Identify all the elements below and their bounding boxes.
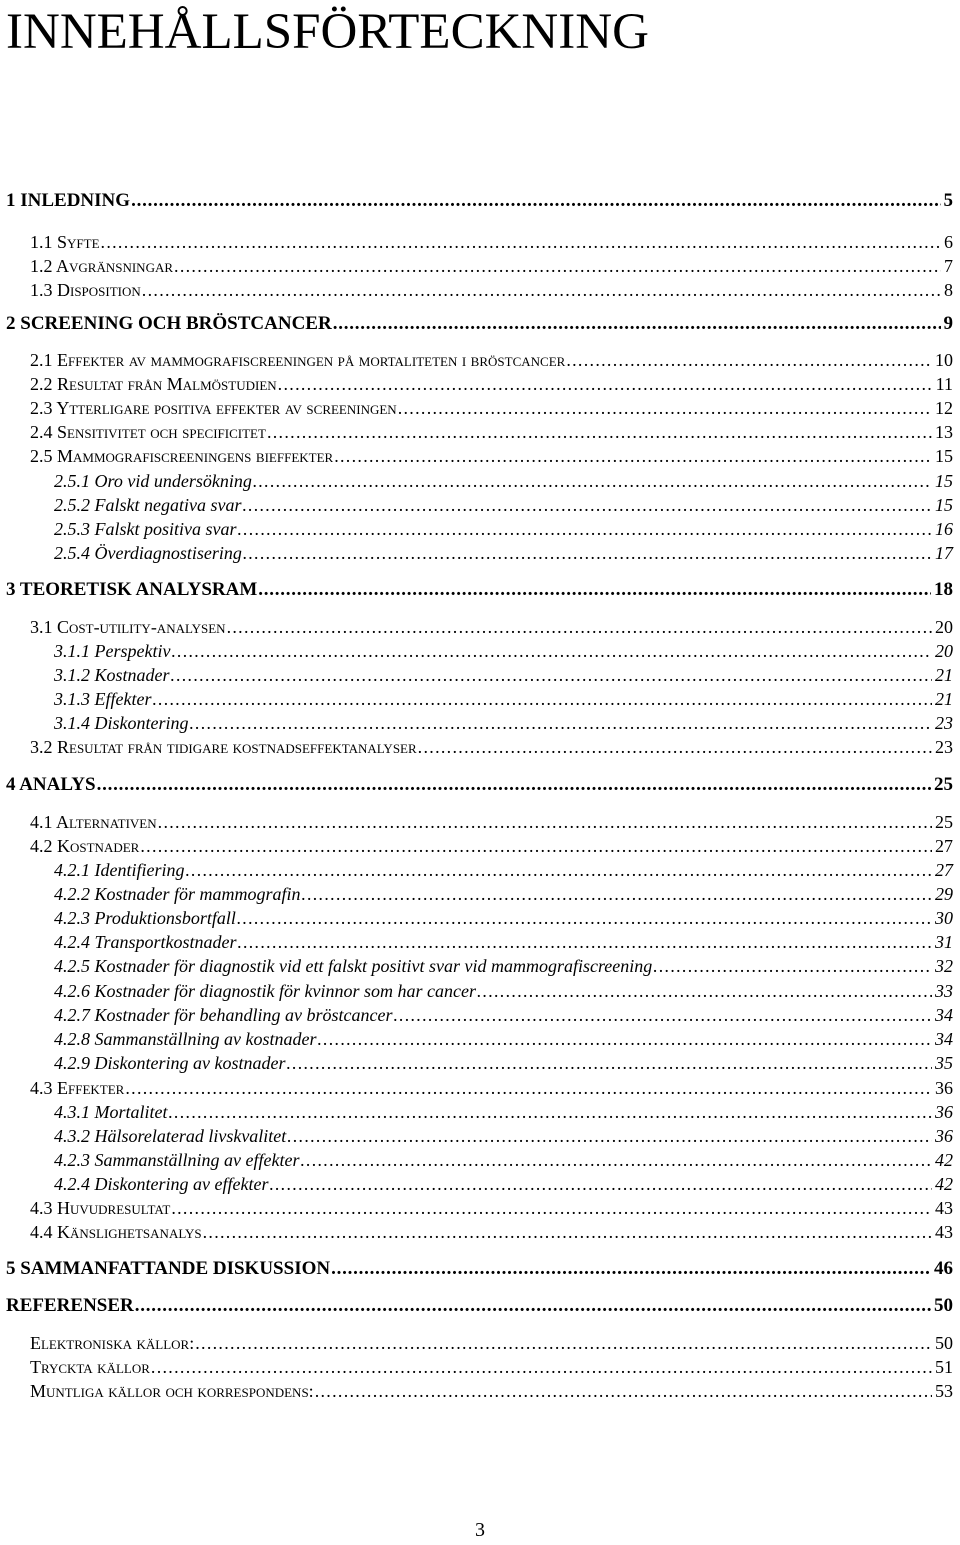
toc-entry-label: 4.2.7 Kostnader för behandling av bröstcancer xyxy=(54,1005,393,1025)
toc-entry-page: 15 xyxy=(935,495,953,515)
toc-entry[interactable] xyxy=(30,278,953,302)
toc-dot-leader xyxy=(300,1148,932,1172)
toc-dot-leader xyxy=(174,254,941,278)
toc-dot-leader xyxy=(131,189,940,213)
toc-entry[interactable] xyxy=(6,578,953,602)
toc-dot-leader xyxy=(238,930,932,954)
toc-entry[interactable] xyxy=(6,1294,953,1318)
toc-entry[interactable] xyxy=(54,1027,953,1051)
toc-entry-page: 51 xyxy=(935,1357,953,1377)
toc-entry-page: 15 xyxy=(935,471,953,491)
toc-entry-page: 8 xyxy=(944,280,953,300)
toc-entry-page: 10 xyxy=(935,350,953,370)
toc-entry-page: 34 xyxy=(935,1005,953,1025)
toc-entry[interactable] xyxy=(30,615,953,639)
toc-dot-leader xyxy=(142,278,941,302)
toc-dot-leader xyxy=(135,1294,931,1318)
toc-entry-label: 4.2.4 Transportkostnader xyxy=(54,932,237,952)
toc-entry[interactable] xyxy=(54,541,953,565)
toc-dot-leader xyxy=(169,1100,933,1124)
toc-dot-leader xyxy=(171,1196,932,1220)
toc-entry-page: 20 xyxy=(935,617,953,637)
toc-entry[interactable] xyxy=(30,444,953,468)
toc-entry-page: 21 xyxy=(935,665,953,685)
toc-entry[interactable] xyxy=(54,639,953,663)
toc-dot-leader xyxy=(151,1355,932,1379)
toc-entry[interactable] xyxy=(30,1355,953,1379)
toc-dot-leader xyxy=(477,979,932,1003)
toc-entry-page: 33 xyxy=(935,981,953,1001)
toc-entry[interactable] xyxy=(54,1100,953,1124)
toc-entry-page: 29 xyxy=(935,884,953,904)
toc-dot-leader xyxy=(653,954,932,978)
toc-entry[interactable] xyxy=(6,773,953,797)
toc-entry-page: 23 xyxy=(935,737,953,757)
toc-dot-leader xyxy=(393,1003,932,1027)
toc-entry-label: 3 TEORETISK ANALYSRAM xyxy=(6,579,258,600)
toc-dot-leader xyxy=(318,1027,933,1051)
toc-entry-label: 4.1 Alternativen xyxy=(30,812,157,832)
toc-entry-page: 36 xyxy=(935,1078,953,1098)
toc-entry-page: 7 xyxy=(944,256,953,276)
toc-entry[interactable] xyxy=(54,1172,953,1196)
toc-entry-page: 42 xyxy=(935,1174,953,1194)
toc-entry[interactable] xyxy=(30,396,953,420)
toc-entry-page: 43 xyxy=(935,1222,953,1242)
toc-dot-leader xyxy=(158,810,932,834)
toc-entry[interactable] xyxy=(54,517,953,541)
toc-dot-leader xyxy=(334,444,932,468)
toc-entry-page: 25 xyxy=(934,774,953,795)
toc-entry-label: 4.3.1 Mortalitet xyxy=(54,1102,168,1122)
toc-entry-label: 2.4 Sensitivitet och specificitet xyxy=(30,422,266,442)
toc-entry-label: 2.5 Mammografiscreeningens bieffekter xyxy=(30,446,334,466)
toc-entry[interactable] xyxy=(54,1003,953,1027)
toc-entry[interactable] xyxy=(54,930,953,954)
toc-entry-page: 25 xyxy=(935,812,953,832)
toc-dot-leader xyxy=(253,469,932,493)
toc-entry-label: 4.4 Känslighetsanalys xyxy=(30,1222,202,1242)
toc-entry-page: 5 xyxy=(943,190,953,211)
page-title: INNEHÅLLSFÖRTECKNING xyxy=(6,4,649,60)
toc-entry-page: 30 xyxy=(935,908,953,928)
toc-entry[interactable] xyxy=(30,254,953,278)
toc-entry-label: 4.2.3 Produktionsbortfall xyxy=(54,908,236,928)
toc-dot-leader xyxy=(258,578,931,602)
toc-entry[interactable] xyxy=(54,906,953,930)
toc-entry-page: 43 xyxy=(935,1198,953,1218)
toc-dot-leader xyxy=(333,312,941,336)
toc-dot-leader xyxy=(267,420,932,444)
toc-entry-label: 3.1 Cost-utility-analysen xyxy=(30,617,226,637)
toc-entry[interactable] xyxy=(30,372,953,396)
toc-entry-page: 53 xyxy=(935,1381,953,1401)
toc-entry-page: 50 xyxy=(935,1333,953,1353)
toc-entry-label: 3.1.3 Effekter xyxy=(54,689,152,709)
toc-dot-leader xyxy=(418,735,932,759)
toc-entry[interactable] xyxy=(54,1124,953,1148)
toc-entry[interactable] xyxy=(30,834,953,858)
toc-entry-label: 1.3 Disposition xyxy=(30,280,141,300)
toc-entry-page: 34 xyxy=(935,1029,953,1049)
toc-dot-leader xyxy=(566,348,932,372)
toc-dot-leader xyxy=(398,396,932,420)
toc-entry[interactable] xyxy=(30,735,953,759)
toc-entry[interactable] xyxy=(54,954,953,978)
toc-entry-page: 27 xyxy=(935,860,953,880)
toc-entry-label: 1.1 Syfte xyxy=(30,232,100,252)
toc-entry-page: 21 xyxy=(935,689,953,709)
toc-entry-page: 35 xyxy=(935,1053,953,1073)
toc-entry-label: Elektroniska källor: xyxy=(30,1333,195,1353)
toc-entry[interactable] xyxy=(30,810,953,834)
toc-entry-label: 2.2 Resultat från Malmöstudien xyxy=(30,374,277,394)
toc-dot-leader xyxy=(315,1379,932,1403)
toc-dot-leader xyxy=(227,615,932,639)
toc-entry[interactable] xyxy=(6,189,953,213)
toc-entry[interactable] xyxy=(54,1148,953,1172)
toc-dot-leader xyxy=(101,230,941,254)
toc-entry-label: 4.2 Kostnader xyxy=(30,836,140,856)
toc-entry-label: 4.2.6 Kostnader för diagnostik för kvinnor som har cancer xyxy=(54,981,476,1001)
toc-entry-label: 2.5.1 Oro vid undersökning xyxy=(54,471,252,491)
toc-dot-leader xyxy=(171,639,932,663)
toc-dot-leader xyxy=(287,1124,932,1148)
toc-entry[interactable] xyxy=(54,711,953,735)
toc-entry-label: 2.5.4 Överdiagnostisering xyxy=(54,543,242,563)
toc-entry-label: 4.2.4 Diskontering av effekter xyxy=(54,1174,269,1194)
toc-dot-leader xyxy=(269,1172,932,1196)
toc-entry-page: 16 xyxy=(935,519,953,539)
toc-entry-label: 4 ANALYS xyxy=(6,774,96,795)
toc-entry-label: 4.2.8 Sammanställning av kostnader xyxy=(54,1029,317,1049)
toc-entry[interactable] xyxy=(54,687,953,711)
toc-entry[interactable] xyxy=(6,312,953,336)
toc-dot-leader xyxy=(237,906,932,930)
toc-entry[interactable] xyxy=(54,882,953,906)
toc-entry-label: 3.1.1 Perspektiv xyxy=(54,641,171,661)
toc-entry-label: 3.1.2 Kostnader xyxy=(54,665,170,685)
toc-dot-leader xyxy=(171,663,932,687)
toc-entry[interactable] xyxy=(54,663,953,687)
toc-entry-page: 18 xyxy=(934,579,953,600)
toc-entry-label: 4.3.2 Hälsorelaterad livskvalitet xyxy=(54,1126,287,1146)
toc-entry-page: 27 xyxy=(935,836,953,856)
toc-entry[interactable] xyxy=(30,1220,953,1244)
toc-entry[interactable] xyxy=(6,1257,953,1281)
toc-entry-label: 4.2.9 Diskontering av kostnader xyxy=(54,1053,286,1073)
toc-entry[interactable] xyxy=(54,493,953,517)
toc-entry-page: 6 xyxy=(944,232,953,252)
toc-dot-leader xyxy=(238,517,933,541)
toc-entry[interactable] xyxy=(54,979,953,1003)
toc-entry-page: 36 xyxy=(935,1126,953,1146)
toc-entry-page: 13 xyxy=(935,422,953,442)
toc-entry-label: 3.1.4 Diskontering xyxy=(54,713,189,733)
toc-dot-leader xyxy=(242,493,932,517)
toc-entry-page: 20 xyxy=(935,641,953,661)
toc-entry-label: 4.3 Huvudresultat xyxy=(30,1198,171,1218)
toc-entry-label: 2.1 Effekter av mammografiscreeningen på mortaliteten i bröstcancer xyxy=(30,350,566,370)
toc-dot-leader xyxy=(286,1051,932,1075)
toc-entry-page: 12 xyxy=(935,398,953,418)
toc-entry[interactable] xyxy=(30,230,953,254)
toc-dot-leader xyxy=(203,1220,932,1244)
toc-entry-label: 2.3 Ytterligare positiva effekter av screeningen xyxy=(30,398,397,418)
toc-entry-page: 36 xyxy=(935,1102,953,1122)
toc-entry-page: 15 xyxy=(935,446,953,466)
toc-entry[interactable] xyxy=(30,1196,953,1220)
toc-entry-label: 4.3 Effekter xyxy=(30,1078,125,1098)
toc-entry-label: 2.5.2 Falskt negativa svar xyxy=(54,495,242,515)
toc-entry-label: 5 SAMMANFATTANDE DISKUSSION xyxy=(6,1258,331,1279)
toc-entry-page: 23 xyxy=(935,713,953,733)
toc-entry-page: 9 xyxy=(943,313,953,334)
toc-entry[interactable] xyxy=(30,348,953,372)
toc-entry-label: 4.2.1 Identifiering xyxy=(54,860,185,880)
toc-entry[interactable] xyxy=(30,420,953,444)
toc-dot-leader xyxy=(243,541,932,565)
toc-entry[interactable] xyxy=(30,1331,953,1355)
toc-dot-leader xyxy=(185,858,932,882)
toc-entry-label: Tryckta källor xyxy=(30,1357,150,1377)
toc-entry-label: 4.2.3 Sammanställning av effekter xyxy=(54,1150,300,1170)
toc-entry[interactable] xyxy=(54,469,953,493)
toc-dot-leader xyxy=(331,1257,931,1281)
toc-entry-label: 2.5.3 Falskt positiva svar xyxy=(54,519,237,539)
toc-dot-leader xyxy=(152,687,932,711)
toc-entry-label: 2 SCREENING OCH BRÖSTCANCER xyxy=(6,313,332,334)
toc-entry-label: 4.2.5 Kostnader för diagnostik vid ett falskt positivt svar vid mammografiscreening xyxy=(54,956,653,976)
toc-entry-label: 1.2 Avgränsningar xyxy=(30,256,174,276)
toc-entry-label: 4.2.2 Kostnader för mammografin xyxy=(54,884,301,904)
toc-entry[interactable] xyxy=(54,858,953,882)
toc-dot-leader xyxy=(195,1331,932,1355)
toc-dot-leader xyxy=(190,711,933,735)
toc-entry-label: Muntliga källor och korrespondens: xyxy=(30,1381,314,1401)
toc-entry[interactable] xyxy=(54,1051,953,1075)
toc-dot-leader xyxy=(140,834,932,858)
toc-entry-page: 32 xyxy=(935,956,953,976)
toc-dot-leader xyxy=(97,773,931,797)
toc-entry-page: 46 xyxy=(934,1258,953,1279)
page-number: 3 xyxy=(475,1519,485,1541)
toc-entry-page: 50 xyxy=(934,1295,953,1316)
toc-entry-label: 3.2 Resultat från tidigare kostnadseffektanalyser xyxy=(30,737,417,757)
toc-entry-page: 42 xyxy=(935,1150,953,1170)
toc-entry-page: 17 xyxy=(935,543,953,563)
toc-dot-leader xyxy=(278,372,933,396)
toc-entry-label: REFERENSER xyxy=(6,1295,134,1316)
toc-entry-page: 11 xyxy=(935,374,953,394)
toc-dot-leader xyxy=(302,882,932,906)
toc-entry-label: 1 INLEDNING xyxy=(6,190,131,211)
toc-entry-page: 31 xyxy=(935,932,953,952)
toc-entry[interactable] xyxy=(30,1379,953,1403)
toc-dot-leader xyxy=(125,1076,932,1100)
toc-entry[interactable] xyxy=(30,1076,953,1100)
